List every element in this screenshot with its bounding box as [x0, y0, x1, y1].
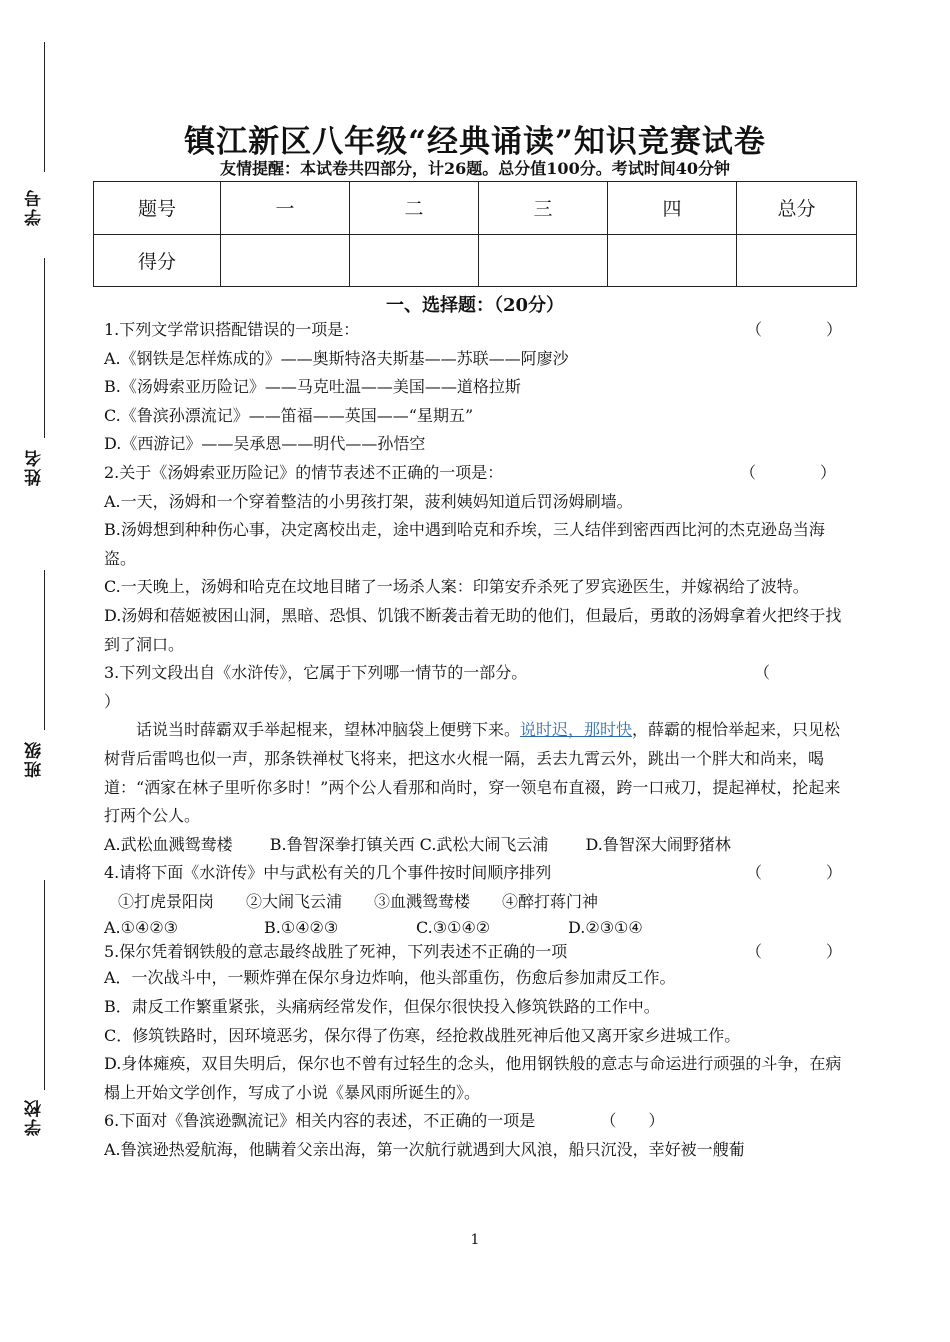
- page-number: 1: [470, 1232, 480, 1248]
- score-input-cell[interactable]: [479, 234, 608, 287]
- question-stem: [104, 1107, 852, 1136]
- question-6-stem: 6.下面对《鲁滨逊飘流记》相关内容的表述，不正确的一项是: [104, 1111, 536, 1131]
- option: C．修筑铁路时，因环境恶劣，保尔得了伤寒，经抢救战胜死神后他又离开家乡进城工作。: [104, 1025, 741, 1045]
- binding-line: [44, 880, 45, 1090]
- question-2-stem: 2.关于《汤姆索亚历险记》的情节表述不正确的一项是：: [104, 462, 504, 482]
- question-stem: [104, 659, 852, 688]
- exam-reminder: 友情提醒：本试卷共四部分，计26题。总分值100分。考试时间40分钟: [220, 159, 730, 178]
- score-table: [93, 181, 857, 287]
- question-stem: [104, 940, 852, 964]
- score-input-cell[interactable]: [350, 234, 479, 287]
- header-cell: 总分: [737, 182, 857, 235]
- option: A.鲁滨逊热爱航海，他瞒着父亲出海，第一次航行就遇到大风浪，船只沉没，幸好被一艘葡: [104, 1140, 745, 1160]
- question-stem: [104, 859, 852, 888]
- option: B.①④②③: [264, 918, 339, 938]
- header-cell: 题号: [94, 182, 221, 235]
- option: D.汤姆和蓓姬被困山洞，黑暗、恐惧、饥饿不断袭击着无助的他们，但最后，勇敢的汤姆拿着火把终于找到了洞口。: [104, 605, 842, 654]
- question-stem: [104, 316, 852, 345]
- option: A.①④②③: [104, 918, 179, 938]
- option: B．肃反工作繁重紧张，头痛病经常发作，但保尔很快投入修筑铁路的工作中。: [104, 997, 660, 1017]
- question-stem: [104, 459, 852, 488]
- class-label: 班级: [25, 740, 45, 778]
- option: C.③①④②: [416, 918, 491, 938]
- header-cell: 三: [479, 182, 608, 235]
- options-line: [104, 916, 852, 940]
- option: A.《钢铁是怎样炼成的》——奥斯特洛夫斯基——苏联——阿廖沙: [104, 348, 569, 368]
- binding-line: [44, 258, 45, 438]
- school-label: 学校: [25, 1098, 45, 1136]
- events-list: ①打虎景阳岗 ②大闹飞云浦 ③血溅鸳鸯楼 ④醉打蒋门神: [118, 891, 599, 911]
- score-input-cell[interactable]: [221, 234, 350, 287]
- passage-link[interactable]: 说时迟，那时快: [520, 720, 633, 740]
- answer-paren[interactable]: （ ）: [739, 462, 836, 482]
- question-content: [104, 316, 852, 1165]
- question-4-stem: 4.请将下面《水浒传》中与武松有关的几个事件按时间顺序排列: [104, 863, 552, 883]
- option: C.《鲁滨孙漂流记》——笛福——英国——“星期五”: [104, 405, 474, 425]
- header-cell: 二: [350, 182, 479, 235]
- option: C.一天晚上，汤姆和哈克在坟地目睹了一场杀人案：印第安乔杀死了罗宾逊医生，并嫁祸给了波特。: [104, 577, 809, 597]
- option: A.一天，汤姆和一个穿着整洁的小男孩打架，菠利姨妈知道后罚汤姆刷墙。: [104, 491, 633, 511]
- answer-paren[interactable]: （ ）: [745, 942, 842, 962]
- section-title: 一、选择题：（20分）: [385, 295, 565, 316]
- score-table-score-row: [94, 234, 857, 287]
- option: A．一次战斗中，一颗炸弹在保尔身边炸响，他头部重伤，伤愈后参加肃反工作。: [104, 968, 676, 988]
- header-cell: 一: [221, 182, 350, 235]
- question-5-stem: 5.保尔凭着钢铁般的意志最终战胜了死神，下列表述不正确的一项: [104, 942, 568, 962]
- options-line: A.武松血溅鸳鸯楼 B.鲁智深拳打镇关西 C.武松大闹飞云浦 D.鲁智深大闹野猪林: [104, 834, 731, 854]
- option: D.身体瘫痪，双目失明后，保尔也不曾有过轻生的念头，他用钢铁般的意志与命运进行顽强的斗争，在病榻上开始文学创作，写成了小说《暴风雨所诞生的》。: [104, 1054, 842, 1102]
- name-label: 姓名: [25, 448, 45, 486]
- binding-line: [44, 570, 45, 730]
- answer-paren[interactable]: （ ）: [600, 1111, 665, 1131]
- quoted-passage: [104, 716, 852, 830]
- score-input-cell[interactable]: [737, 234, 857, 287]
- passage-text: 话说当时薛霸双手举起棍来，望林冲脑袋上便劈下来。: [136, 720, 521, 740]
- student-id-label: 学号: [25, 188, 45, 226]
- answer-paren[interactable]: （ ）: [745, 320, 842, 339]
- page-title: 镇江新区八年级“经典诵读”知识竞赛试卷: [184, 124, 766, 160]
- question-3-stem: 3.下列文段出自《水浒传》，它属于下列哪一情节的一部分。: [104, 663, 528, 683]
- score-table-header-row: [94, 182, 857, 235]
- header-cell: 四: [608, 182, 737, 235]
- option: D.《西游记》——吴承恩——明代——孙悟空: [104, 434, 426, 454]
- option: B.《汤姆索亚历险记》——马克吐温——美国——道格拉斯: [104, 377, 521, 397]
- option: D.②③①④: [568, 918, 643, 938]
- answer-paren[interactable]: （ ）: [745, 863, 842, 883]
- question-1-stem: 1.下列文学常识搭配错误的一项是：: [104, 320, 360, 339]
- row-label-cell: 得分: [94, 234, 221, 287]
- answer-paren-open[interactable]: （: [753, 663, 770, 683]
- passage-text: ，薛霸的棍恰举起来，只见松树背后雷鸣也似一声，那条铁禅杖飞将来，把这水火棍一隔，丢去九霄云外，跳出一个胖大和尚来，喝道：“洒家在林子里听你多时！”两个公人看那和尚时，穿一领皂布直裰，跨一口戒刀，提起禅杖，抡起来打两个公人。: [104, 720, 841, 826]
- option: B.汤姆想到种种伤心事，决定离校出走，途中遇到哈克和乔埃，三人结伴到密西西比河的杰克逊岛当海盗。: [104, 520, 825, 568]
- answer-paren-close[interactable]: ）: [104, 691, 121, 711]
- score-input-cell[interactable]: [608, 234, 737, 287]
